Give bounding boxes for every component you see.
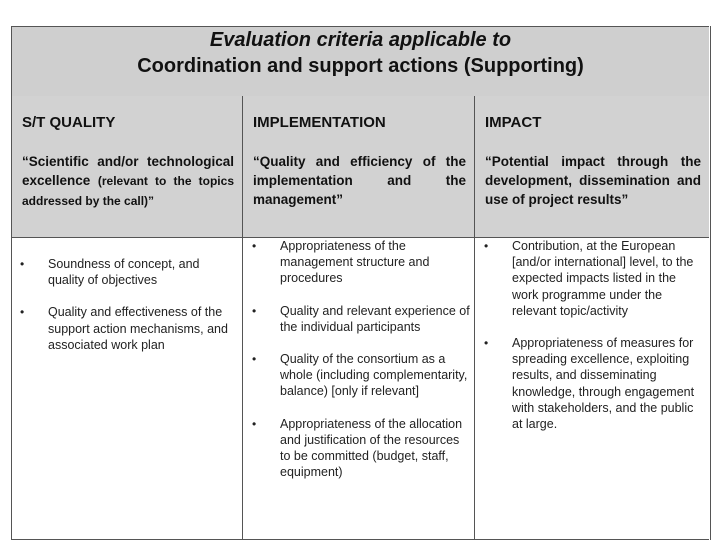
criterion-text: Quality and effectiveness of the support action mechanisms, and associated work plan [48, 305, 228, 352]
criteria-list-st-quality [18, 238, 238, 369]
list-item [18, 304, 238, 353]
bullet-icon: • [484, 336, 489, 351]
column-divider-1 [242, 96, 243, 540]
title-line-1: Evaluation criteria applicable to [209, 29, 512, 51]
bullet-icon: • [252, 352, 257, 367]
list-item [482, 335, 704, 432]
bullet-icon: • [484, 239, 489, 253]
table-title [12, 27, 709, 96]
criterion-text: Appropriateness of measures for spreading excellence, exploiting results, and disseminating knowledge, through engagement with stakeholders, and the public at large. [512, 336, 695, 432]
list-item [250, 238, 470, 287]
column-heading-impact: IMPACT [485, 114, 542, 131]
bullet-icon: • [252, 303, 257, 318]
column-subtitle-st-quality [22, 152, 234, 211]
criterion-text: Appropriateness of the allocation and justification of the resources to be committed (budget, staff, equipment) [280, 416, 463, 480]
header-st-quality [12, 96, 242, 237]
header-impact [475, 96, 709, 237]
list-item [250, 303, 470, 335]
column-subtitle-implementation: “Quality and efficiency of the implementation and the management” [253, 154, 466, 207]
column-heading-implementation: IMPLEMENTATION [253, 114, 386, 131]
bullet-icon: • [20, 257, 25, 271]
list-item [250, 416, 470, 481]
criterion-text: Appropriateness of the management structure and procedures [280, 239, 430, 286]
bullet-icon: • [20, 305, 25, 320]
list-item [482, 238, 704, 319]
criterion-text: Quality of the consortium as a whole (including complementarity, balance) [only if relevant] [280, 352, 468, 399]
subtitle-note: (relevant to the topics addressed by the call)” [22, 174, 234, 208]
list-item [18, 256, 238, 288]
criterion-text: Contribution, at the European [and/or international] level, to the expected impacts listed in the work programme under the relevant topic/activity [512, 239, 694, 318]
criterion-text: Soundness of concept, and quality of objectives [48, 257, 200, 288]
criteria-list-impact [482, 238, 704, 448]
table-top-border [12, 26, 709, 27]
column-heading-st-quality: S/T QUALITY [22, 114, 116, 131]
column-subtitle-impact: “Potential impact through the development, dissemination and use of project results” [485, 154, 701, 207]
bullet-icon: • [252, 239, 257, 253]
list-item [250, 351, 470, 400]
bullet-icon: • [252, 416, 257, 431]
subtitle-main: “Scientific and/or technological excellence [22, 154, 234, 188]
criterion-text: Quality and relevant experience of the individual participants [280, 303, 470, 334]
column-divider-2 [474, 96, 475, 540]
title-line-2: Coordination and support actions (Supporting) [137, 55, 584, 77]
header-implementation [243, 96, 474, 237]
criteria-list-implementation [250, 238, 470, 496]
